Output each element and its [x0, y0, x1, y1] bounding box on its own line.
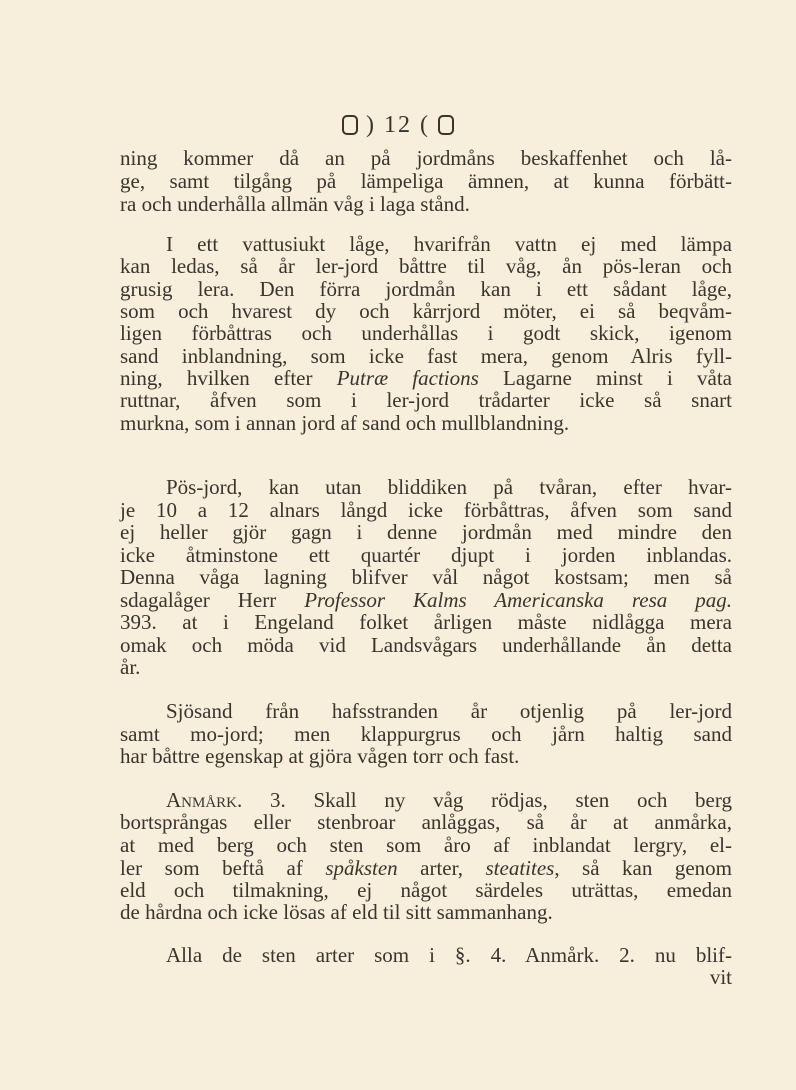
text-line: ning, hvilken efter Putræ factions Lagarne minst i våta [120, 366, 732, 390]
text-line: år. [120, 655, 141, 679]
text-line: de hårdna och icke lösas af eld til sitt sammanhang. [120, 900, 553, 924]
bracket-right: ( [420, 112, 430, 138]
text-line: omak och möda vid Landsvågars underhållande ån detta [120, 633, 732, 657]
text-line: grusig lera. Den förra jordmån kan i ett sådant låge, [120, 277, 732, 301]
text-line: ler som beftå af spåksten arter, steatites, så kan genom [120, 856, 732, 880]
text-line: murkna, som i annan jord af sand och mullblandning. [120, 411, 570, 435]
text-line: Anmårk. 3. Skall ny våg rödjas, sten och berg [166, 788, 732, 812]
text-line: eld och tilmakning, ej något särdeles uträttas, emedan [120, 878, 732, 902]
text-line: je 10 a 12 alnars långd icke förbåttras, åfven som sand [120, 498, 732, 522]
ornament-right-icon [438, 115, 454, 135]
text-line: I ett vattusiukt låge, hvarifrån vattn ej med lämpa [166, 232, 732, 256]
bracket-left: ) [366, 112, 376, 138]
text-line: ning kommer då an på jordmåns beskaffenhet och lå- [120, 146, 732, 170]
text-line: kan ledas, så år ler-jord båttre til våg, ån pös-leran och [120, 254, 732, 278]
text-line: ligen förbåttras och underhållas i godt skick, igenom [120, 321, 732, 345]
text-line: Denna våga lagning blifver vål något kostsam; men så [120, 565, 732, 589]
text-line: icke åtminstone ett quartér djupt i jorden inblandas. [120, 543, 732, 567]
text-line: 393. at i Engeland folket årligen måste nidlågga mera [120, 610, 732, 634]
text-line: ra och underhålla allmän våg i laga stånd. [120, 192, 470, 216]
text-line: Alla de sten arter som i §. 4. Anmårk. 2. nu blif- [166, 943, 732, 967]
text-line: sand inblandning, som icke fast mera, genom Alris fyll- [120, 344, 732, 368]
text-line: ge, samt tilgång på lämpeliga ämnen, at kunna förbätt- [120, 169, 732, 193]
text-line: ruttnar, åfven som i ler-jord trådarter icke så snart [120, 388, 732, 412]
page-header [0, 112, 796, 139]
text-line: vit [709, 965, 732, 989]
text-line: at med berg och sten som åro af inblandat lergry, el- [120, 833, 732, 857]
text-line: Pös-jord, kan utan bliddiken på tvåran, efter hvar- [166, 475, 732, 499]
page-number: 12 [384, 112, 412, 138]
text-line: Sjösand från hafsstranden år otjenlig på ler-jord [166, 699, 732, 723]
text-line: sdagalåger Herr Professor Kalms Americanska resa pag. [120, 588, 732, 612]
ornament-left-icon [342, 115, 358, 135]
text-line: som och hvarest dy och kårrjord möter, ei så beqvåm- [120, 299, 732, 323]
text-line: samt mo-jord; men klappurgrus och jårn haltig sand [120, 722, 732, 746]
text-line: bortsprångas eller stenbroar anlåggas, så år at anmårka, [120, 810, 732, 834]
text-line: ej heller gjör gagn i denne jordmån med mindre den [120, 520, 732, 544]
text-line: har båttre egenskap at gjöra vågen torr och fast. [120, 744, 520, 768]
